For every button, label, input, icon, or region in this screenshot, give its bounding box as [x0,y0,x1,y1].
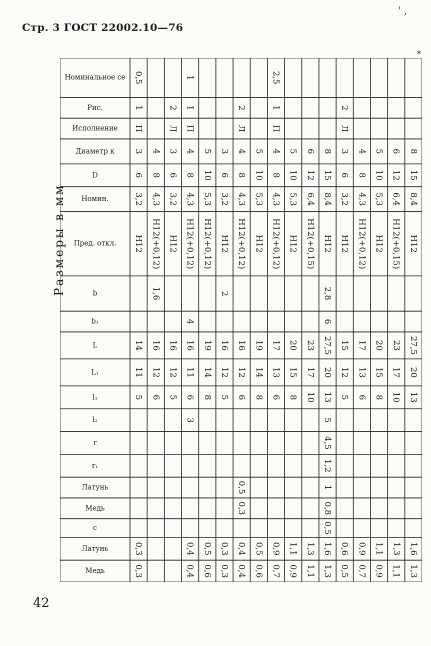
table-cell: 0,9 [270,542,281,556]
table-cell: 1 [270,105,281,111]
table-cell: 1,1 [287,542,298,556]
table-cell: 4,3 [236,192,247,206]
header-cell: b₁ [91,317,99,326]
footnote-star: * [417,50,421,59]
table-cell: 10 [287,169,298,181]
table-cell: 0,8 [322,501,333,516]
table-cell: 0,5 [201,542,212,556]
table-cell: 5 [201,148,212,155]
table-cell: 17 [390,366,401,378]
table-cell: Л [236,125,247,133]
table-cell: П [270,124,281,133]
table-cell: H12 [407,234,418,253]
table-cell: 6 [184,394,195,401]
header-cell: Исполнение [72,124,118,133]
table-cell: 1,3 [304,542,315,556]
header-cell: c [93,524,97,533]
table-cell: H12(+0,12) [201,218,212,270]
table-cell: 14 [201,366,212,378]
table-cell: 15 [322,169,333,181]
table-cell: 6 [390,148,401,155]
header-cell: Рис. [87,103,103,112]
header-cell: l₂ [92,416,98,425]
header-cell: r₁ [91,461,99,470]
table-cell: 16 [236,340,247,351]
table-cell: Л [167,125,178,133]
table-cell: 0,5 [339,564,350,578]
table-cell: 12 [150,366,161,378]
header-cell: Медь [85,567,105,576]
dimensions-table [60,58,422,582]
table-cell: 0,5 [322,521,333,535]
table-cell: 2 [236,105,247,111]
table-cell: 15 [339,340,350,351]
table-cell: 2 [167,105,178,111]
table-cell: 1,1 [373,542,384,556]
table-cell: 0,4 [236,564,247,578]
table-cell: 10 [201,169,212,181]
table-cell: 8 [407,148,418,155]
table-cell: 4,5 [322,436,333,450]
table-cell: H12(+0,12) [236,218,247,270]
table-cell: 6,4 [304,192,315,206]
sizes-caption: Размеры в мм [52,183,66,296]
table-cell: 8 [373,394,384,401]
table-cell: 1,3 [322,564,333,578]
header-cell: L [92,341,98,350]
table-cell: 0,5 [236,480,247,495]
table-cell: 6 [150,394,161,401]
table-cell: 0,9 [356,542,367,556]
table-cell: 6 [167,172,178,178]
table-cell: 5,3 [373,192,384,206]
table-cell: 12 [390,169,401,181]
table-cell: 10 [373,169,384,181]
table-cell: 10 [253,169,264,181]
table-cell: 12 [167,366,178,378]
table-cell: 6 [339,172,350,178]
table-cell: 13 [322,391,333,403]
table-cell: 3 [133,148,144,155]
table-cell: 1 [184,75,195,81]
table-cell: 3 [218,148,229,155]
table-cell: 0,4 [184,542,195,556]
table-cell: H12 [322,234,333,253]
table-cell: 19 [201,340,212,351]
header-cell: Пред. откл. [73,239,117,248]
table-cell: 13 [270,366,281,378]
table-cell: 0,3 [218,542,229,556]
page-number: 42 [33,596,50,611]
table-cell: 2,8 [322,286,333,301]
table-cell: 27,5 [322,335,333,355]
table-cell: 5,3 [253,192,264,206]
table-cell: 5 [167,394,178,401]
header-cell: Латунь [81,483,109,492]
table-cell: 23 [390,340,401,351]
table-cell: 4,3 [184,192,195,206]
table-cell: 3 [167,148,178,155]
table-cell: 6 [218,172,229,178]
table-cell: 16 [184,340,195,351]
table-cell: 20 [322,366,333,378]
table-cell: 0,9 [373,564,384,578]
table-cell: 3,2 [339,192,350,206]
table-cell: H12 [218,234,229,253]
table-cell: 14 [253,366,264,378]
table-cell: H12(+0,12) [184,218,195,270]
table-cell: 1,1 [390,564,401,578]
corner-marks: ' , [398,6,408,17]
table-cell: 5 [322,417,333,423]
table-cell: 0,3 [133,564,144,578]
table-cell: 1 [184,105,195,111]
table-cell: 17 [356,340,367,351]
table-cell: 0,4 [184,564,195,578]
header-cell: l₁ [92,393,98,402]
table-cell: H12 [253,234,264,253]
table-cell: 10 [390,391,401,403]
table-cell: 5,3 [287,192,298,206]
table-cell: 0,3 [218,564,229,578]
table-cell: Л [339,125,350,133]
table-cell: H12 [339,234,350,253]
header-cell: Номинальное се [64,73,126,82]
table-cell: 1,6 [322,542,333,556]
header-cell: Номин. [81,195,109,204]
page-header: Стр. 3 ГОСТ 22002.10—76 [22,22,184,34]
table-cell: 11 [133,366,144,378]
table-cell: 15 [373,366,384,378]
table-cell: 12 [218,366,229,378]
table-cell: 1,1 [304,564,315,578]
table-cell: 12 [339,366,350,378]
table-cell: 6 [322,318,333,325]
table-cell: 6 [133,172,144,178]
table-cell: 8 [356,172,367,178]
table-cell: 6 [270,394,281,401]
table-cell: 8,4 [322,192,333,206]
table-cell: 13 [407,391,418,403]
table-cell: H12(+0,12) [150,218,161,270]
table-cell: П [184,124,195,133]
table-cell: H12 [133,234,144,253]
table-cell: 3 [339,148,350,155]
table-cell: 4 [236,148,247,155]
table-cell: 13 [356,366,367,378]
header-cell: Медь [85,504,105,513]
table-cell: 1 [322,484,333,491]
table-cell: 5 [287,148,298,155]
header-cell: r [93,438,97,447]
table-cell: 17 [304,366,315,378]
table-cell: 6 [304,148,315,155]
table-cell: H12(+0,15) [390,218,401,270]
table-cell: 20 [373,340,384,351]
table-cell: 2,5 [270,70,281,85]
table-cell: 5,3 [201,192,212,206]
table-cell: 2 [218,290,229,297]
table-cell: 4 [184,148,195,155]
table-cell: 4 [184,318,195,325]
table-cell: 4,3 [270,192,281,206]
table-cell: 0,3 [133,542,144,556]
table-cell: 17 [270,340,281,351]
table-cell: 3 [184,417,195,423]
table-cell: 1,2 [322,459,333,473]
table-cell: 0,6 [201,564,212,578]
table-cell: 8 [150,172,161,178]
table-cell: 4,3 [150,192,161,206]
table-cell: 20 [287,340,298,351]
table-cell: H12(+0,12) [270,218,281,270]
table-cell: 0,6 [339,542,350,556]
table-cell: 4 [356,148,367,155]
table-cell: 8 [322,148,333,155]
table-cell: 0,7 [356,564,367,578]
table-cell: 8 [287,394,298,401]
table-cell: 8 [201,394,212,401]
table-cell: 3,2 [133,192,144,206]
header-cell: D [92,171,98,180]
table-cell: 5 [253,148,264,155]
table-cell: 1,6 [407,542,418,556]
table-cell: 1,6 [150,286,161,301]
table-cell: 6 [236,394,247,401]
table-cell: 0,5 [253,542,264,556]
table-cell: 16 [167,340,178,351]
table-cell: 2 [339,105,350,111]
header-cell: Латунь [81,544,109,553]
table-cell: П [133,124,144,133]
table-cell: 14 [133,340,144,351]
table-cell: 8 [184,172,195,178]
table-cell: 5 [133,394,144,401]
table-cell: 8 [270,172,281,178]
table-cell: 1,3 [407,564,418,578]
table-cell: 1,3 [390,542,401,556]
table-cell: 15 [407,169,418,181]
header-cell: b [92,289,98,298]
table-cell: H12(+0,12) [356,218,367,270]
table-cell: 4,3 [356,192,367,206]
table-cell: 20 [407,366,418,378]
table-cell: 8,4 [407,192,418,206]
table-cell: 0,7 [270,564,281,578]
table-cell: H12 [287,234,298,253]
table-cell: 12 [236,366,247,378]
table-cell: 4 [150,148,161,155]
table-cell: 3,2 [167,192,178,206]
table-cell: 12 [304,169,315,181]
table-cell: 8 [253,394,264,401]
table-cell: 1 [133,105,144,111]
table-cell: 4 [270,148,281,155]
table-cell: 8 [236,172,247,178]
header-cell: L₁ [91,368,99,377]
table-cell: H12 [373,234,384,253]
table-cell: 0,3 [236,501,247,516]
table-cell: 0,5 [133,70,144,85]
table-cell: 0,9 [287,564,298,578]
table-cell: 0,4 [236,542,247,556]
header-cell: Диаметр к [75,147,115,156]
table-cell: H12 [167,234,178,253]
table-cell: 11 [184,366,195,378]
table-cell: 27,5 [407,335,418,355]
table-cell: 5 [339,394,350,401]
table-cell: 6,4 [390,192,401,206]
table-cell: 10 [304,391,315,403]
table-cell: 3,2 [218,192,229,206]
table-svg [60,58,422,582]
table-cell: 15 [287,366,298,378]
table-cell: 19 [253,340,264,351]
table-cell: 5 [218,394,229,401]
table-cell: 5 [373,148,384,155]
table-cell: 23 [304,340,315,351]
table-cell: 6 [356,394,367,401]
table-cell: 16 [150,340,161,351]
table-cell: 16 [218,340,229,351]
table-cell: H12(+0,15) [304,218,315,270]
table-cell: 0,6 [253,564,264,578]
